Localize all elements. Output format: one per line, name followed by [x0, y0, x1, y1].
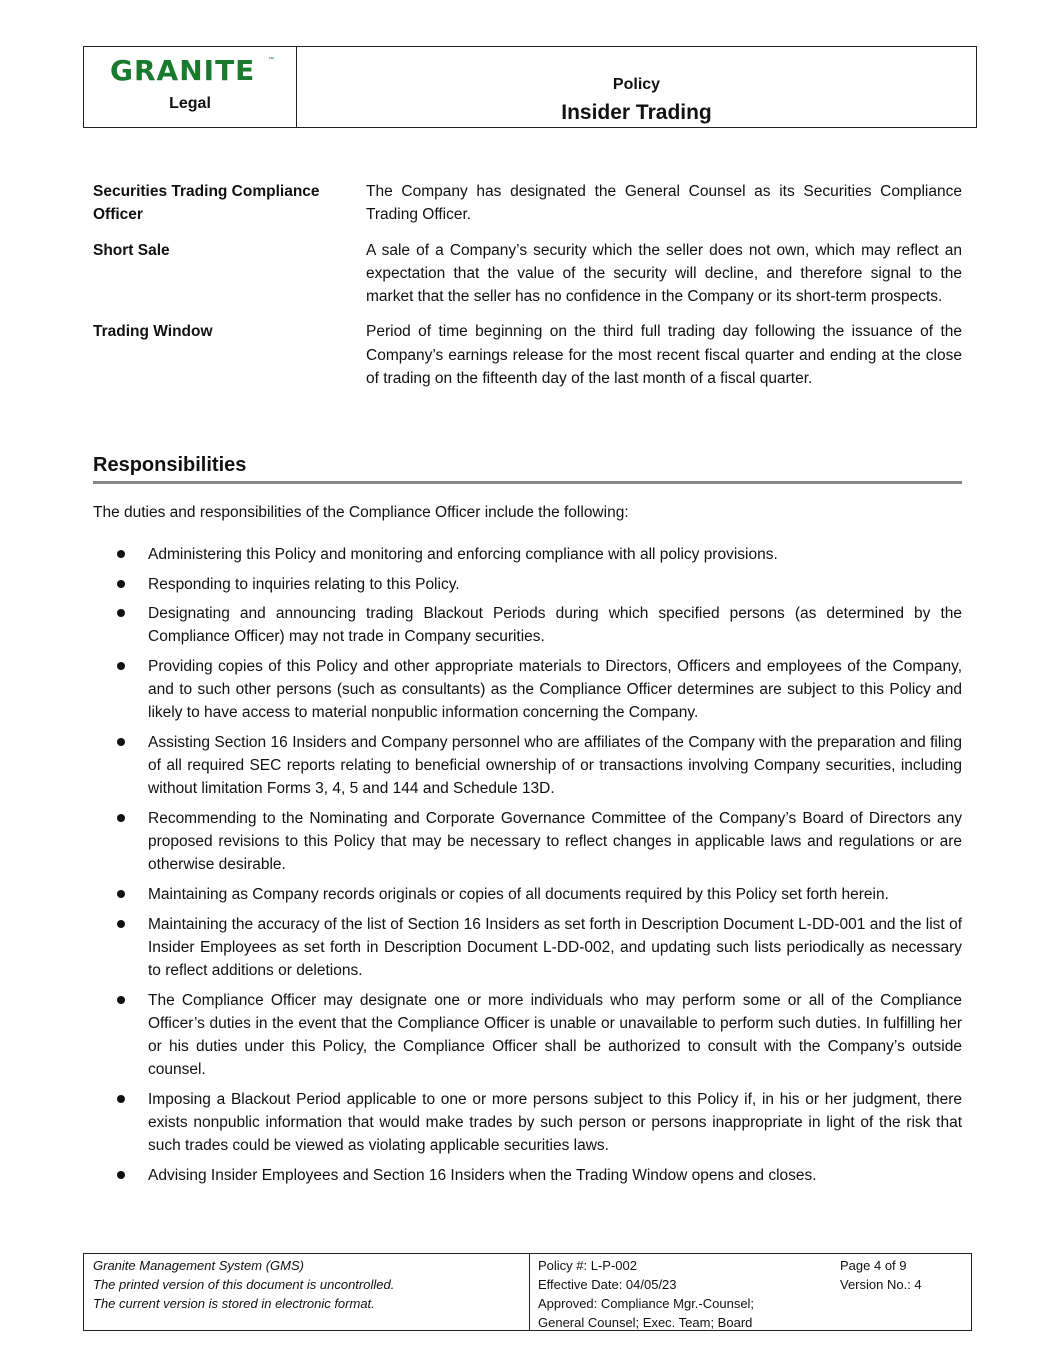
- bullet-icon: [117, 814, 125, 822]
- bullet-icon: [117, 609, 125, 617]
- definition-text: Period of time beginning on the third full trading day following the issuance of the Company’s earnings release for the most recent fiscal quarter and ending at the close of trading on the fifteenth day of the last month of a fiscal quarter.: [366, 323, 962, 388]
- footer-page-number: Page 4 of 9: [840, 1258, 907, 1273]
- definition-row: [93, 320, 962, 390]
- footer-approved-line1: Approved: Compliance Mgr.-Counsel;: [538, 1296, 755, 1311]
- list-item-text: Assisting Section 16 Insiders and Company personnel who are affiliates of the Company with the preparation and filing of all required SEC reports relating to beneficial ownership of or transactions involving Company securities, including without limitation Forms 3, 4, 5 and 144 and Schedule 13D.: [148, 733, 962, 798]
- header-right-cell: [297, 47, 976, 127]
- bullet-icon: [117, 1171, 125, 1179]
- document-header: [83, 46, 977, 128]
- list-item: [93, 989, 962, 1082]
- bullet-icon: [117, 580, 125, 588]
- footer-left-cell: [84, 1254, 530, 1330]
- responsibilities-list: [93, 543, 962, 1193]
- granite-logo: [110, 54, 274, 87]
- header-left-cell: [84, 47, 297, 127]
- list-item: [93, 731, 962, 801]
- document-footer: [83, 1253, 972, 1331]
- definition-term: Securities Trading Compliance Officer: [93, 183, 320, 223]
- definitions-list: [93, 180, 962, 402]
- list-item-text: Designating and announcing trading Blackout Periods during which specified persons (as determined by the Compliance Officer) may not trade in Company securities.: [148, 605, 962, 646]
- department-label: Legal: [169, 95, 211, 112]
- footer-approved-line2: General Counsel; Exec. Team; Board: [538, 1315, 753, 1330]
- definition-row: [93, 180, 962, 227]
- section-heading-responsibilities: Responsibilities: [93, 451, 962, 484]
- list-item: [93, 602, 962, 648]
- footer-uncontrolled: The printed version of this document is uncontrolled.: [93, 1277, 395, 1292]
- list-item: [93, 1164, 962, 1187]
- definition-text: A sale of a Company’s security which the seller does not own, which may reflect an expectation that the value of the security will decline, and therefore signal to the market that the seller has no confidence in the Company or its short-term prospects.: [366, 241, 962, 306]
- definition-term: Trading Window: [93, 323, 213, 341]
- list-item-text: Providing copies of this Policy and other appropriate materials to Directors, Officers and employees of the Company, and to such other persons (such as consultants) as the Compliance Officer determines are subject to this Policy and likely to have access to material nonpublic information concerning the Company.: [148, 657, 962, 722]
- list-item-text: Administering this Policy and monitoring and enforcing compliance with all policy provisions.: [148, 546, 778, 563]
- definition-row: [93, 239, 962, 309]
- definition-text: The Company has designated the General Counsel as its Securities Compliance Trading Officer.: [366, 183, 962, 224]
- list-item: [93, 913, 962, 983]
- list-item-text: Imposing a Blackout Period applicable to one or more persons subject to this Policy if, in his or her judgment, there exists nonpublic information that would make trades by such person or persons inappropriate in light of the risk that such trades could be viewed as violating applicable securities laws.: [148, 1090, 962, 1155]
- list-item: [93, 807, 962, 877]
- bullet-icon: [117, 920, 125, 928]
- logo-text: GRANITE: [110, 54, 256, 87]
- list-item: [93, 1088, 962, 1158]
- list-item: [93, 883, 962, 906]
- footer-effective-date: Effective Date: 04/05/23: [538, 1277, 677, 1292]
- list-item-text: Recommending to the Nominating and Corporate Governance Committee of the Company’s Board of Directors any proposed revisions to this Policy that may be necessary to reflect changes in applicable laws and regulations or are otherwise desirable.: [148, 809, 962, 874]
- bullet-icon: [117, 996, 125, 1004]
- doc-type-label: Policy: [612, 76, 661, 93]
- list-item-text: Maintaining the accuracy of the list of Section 16 Insiders as set forth in Description Document L-DD-001 and the list of Insider Employees as set forth in Description Document L-DD-002, and updating such lists periodically as necessary to reflect additions or deletions.: [148, 915, 962, 979]
- list-item-text: Advising Insider Employees and Section 16 Insiders when the Trading Window opens and closes.: [148, 1166, 817, 1184]
- footer-policy-number: Policy #: L-P-002: [538, 1258, 637, 1273]
- footer-middle-cell: [530, 1254, 840, 1330]
- doc-title: Insider Trading: [561, 101, 712, 124]
- list-item-text: The Compliance Officer may designate one or more individuals who may perform some or all of the Compliance Officer’s duties in the event that the Compliance Officer is unable or unavailable to perform such duties. In fulfilling her or his duties under this Policy, the Compliance Officer shall be authorized to consult with the Company’s outside counsel.: [148, 991, 962, 1079]
- list-item: [93, 543, 962, 566]
- footer-electronic: The current version is stored in electronic format.: [93, 1296, 375, 1311]
- trademark-mark: ™: [268, 57, 274, 63]
- footer-version: Version No.: 4: [840, 1277, 922, 1292]
- responsibilities-intro: The duties and responsibilities of the Compliance Officer include the following:: [93, 504, 629, 521]
- list-item: [93, 655, 962, 725]
- bullet-icon: [117, 662, 125, 670]
- footer-system: Granite Management System (GMS): [93, 1258, 304, 1273]
- definition-term: Short Sale: [93, 241, 170, 259]
- list-item-text: Responding to inquiries relating to this Policy.: [148, 575, 460, 593]
- bullet-icon: [117, 738, 125, 746]
- list-item: [93, 573, 962, 596]
- list-item-text: Maintaining as Company records originals or copies of all documents required by this Policy set forth herein.: [148, 885, 889, 903]
- footer-right-cell: [840, 1254, 971, 1330]
- bullet-icon: [117, 550, 125, 558]
- bullet-icon: [117, 1095, 125, 1103]
- bullet-icon: [117, 890, 125, 898]
